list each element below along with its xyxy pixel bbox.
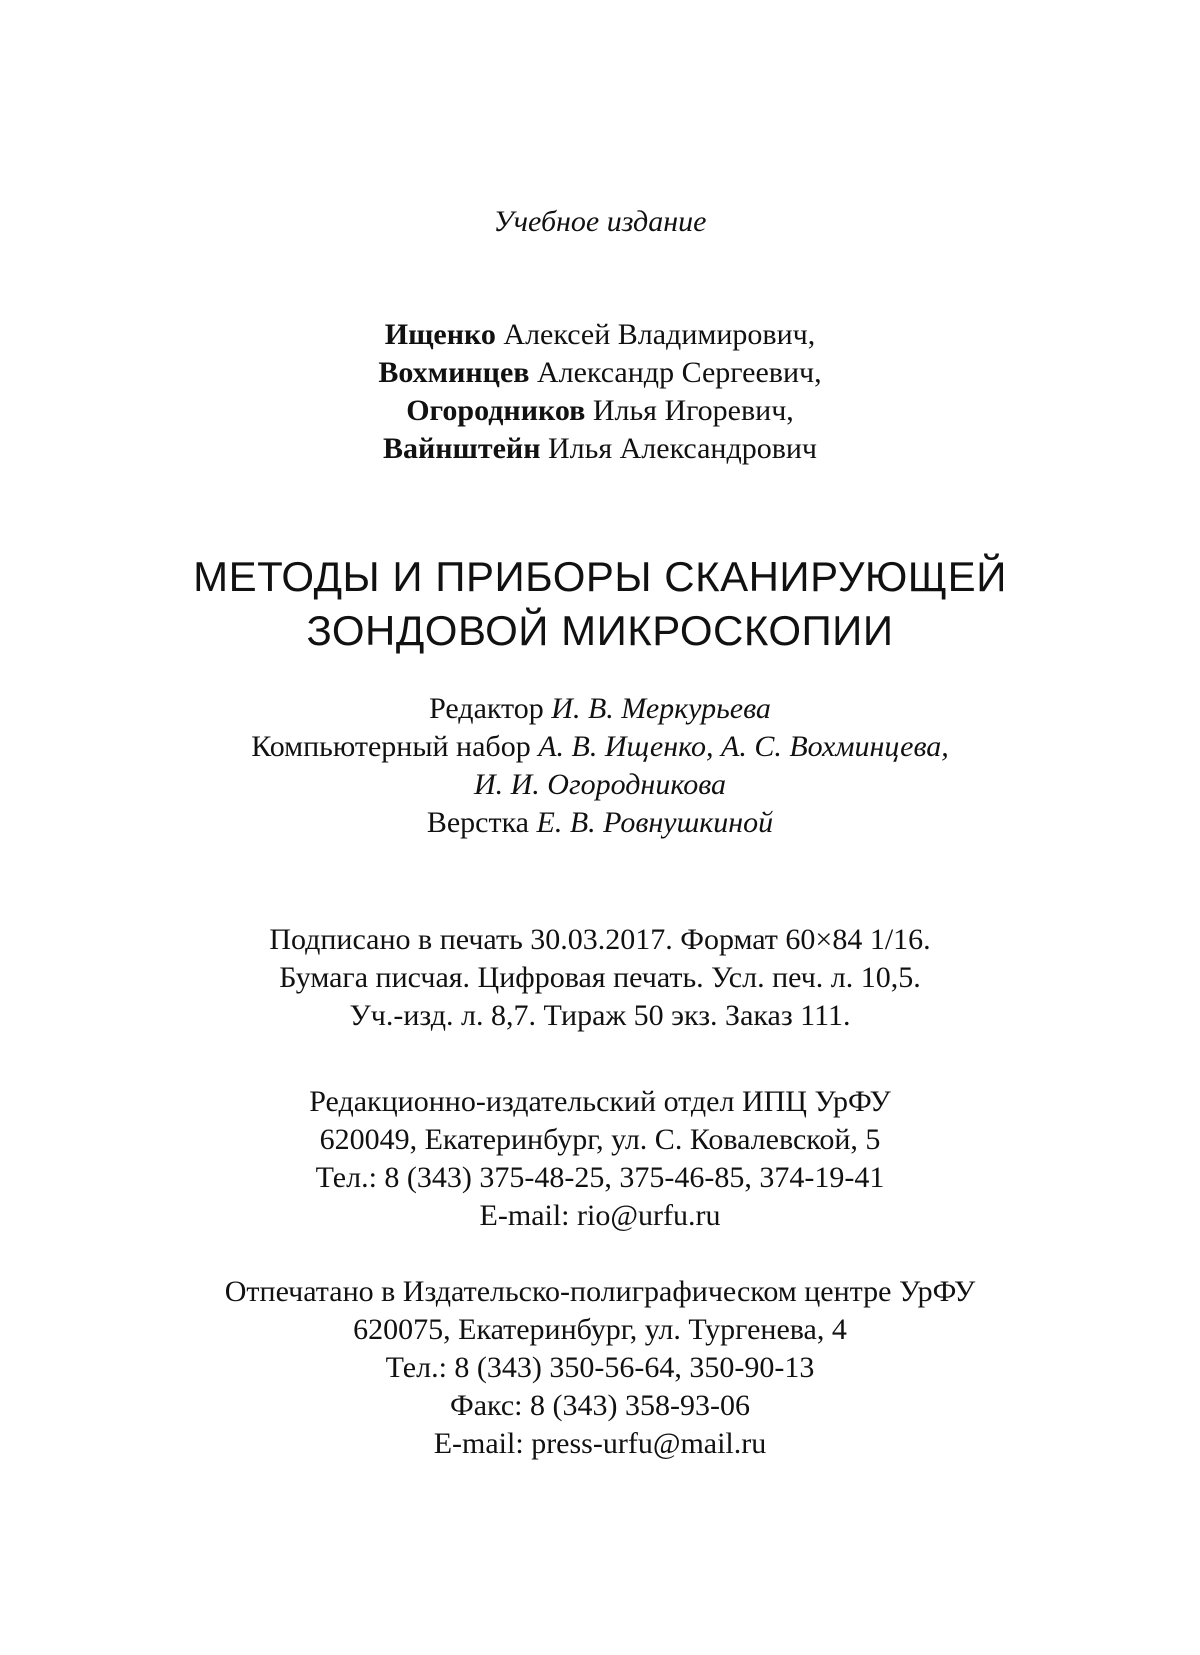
printer-line: 620075, Екатеринбург, ул. Тургенева, 4 — [353, 1313, 847, 1346]
author-surname: Огородников — [406, 394, 586, 427]
layout-credit — [0, 804, 1200, 842]
book-title-line: ЗОНДОВОЙ МИКРОСКОПИИ — [306, 607, 894, 654]
publisher-line: 620049, Екатеринбург, ул. С. Ковалевской, 5 — [319, 1123, 881, 1156]
print-info-line: Бумага писчая. Цифровая печать. Усл. печ. л. 10,5. — [279, 961, 921, 994]
publisher-line: Редакционно-издательский отдел ИПЦ УрФУ — [309, 1085, 891, 1118]
editor-label: Редактор — [429, 692, 552, 725]
publisher-email: E-mail: rio@urfu.ru — [479, 1199, 721, 1232]
author-line — [0, 430, 1200, 468]
typing-credit — [0, 728, 1200, 766]
print-info-line: Подписано в печать 30.03.2017. Формат 60×84 1/16. — [269, 923, 931, 956]
author-line — [0, 354, 1200, 392]
author-line — [0, 392, 1200, 430]
author-surname: Ищенко — [384, 318, 496, 351]
printer-email: E-mail: press-urfu@mail.ru — [433, 1427, 767, 1460]
editor-credit — [0, 690, 1200, 728]
author-surname: Вохминцев — [378, 356, 530, 389]
author-given-names: Александр Сергеевич, — [529, 356, 822, 389]
print-info-line: Уч.-изд. л. 8,7. Тираж 50 экз. Заказ 111. — [349, 999, 851, 1032]
printer-line: Факс: 8 (343) 358-93-06 — [450, 1389, 750, 1422]
printer-line: Отпечатано в Издательско-полиграфическом центре УрФУ — [224, 1275, 976, 1308]
typing-names: А. В. Ищенко, А. С. Вохминцева, — [538, 730, 949, 763]
author-given-names: Алексей Владимирович, — [495, 318, 816, 351]
layout-label: Верстка — [426, 806, 537, 839]
author-given-names: Илья Игоревич, — [585, 394, 794, 427]
edition-type: Учебное издание — [493, 205, 707, 238]
author-line — [0, 316, 1200, 354]
typing-names-continued: И. И. Огородникова — [473, 768, 727, 801]
author-given-names: Илья Александрович — [540, 432, 818, 465]
author-surname: Вайнштейн — [382, 432, 541, 465]
layout-name: Е. В. Ровнушкиной — [536, 806, 774, 839]
book-title-line: МЕТОДЫ И ПРИБОРЫ СКАНИРУЮЩЕЙ — [193, 553, 1007, 600]
editor-name: И. В. Меркурьева — [551, 692, 771, 725]
publisher-line: Тел.: 8 (343) 375-48-25, 375-46-85, 374-19-41 — [315, 1161, 885, 1194]
printer-line: Тел.: 8 (343) 350-56-64, 350-90-13 — [385, 1351, 815, 1384]
typing-label: Компьютерный набор — [251, 730, 539, 763]
